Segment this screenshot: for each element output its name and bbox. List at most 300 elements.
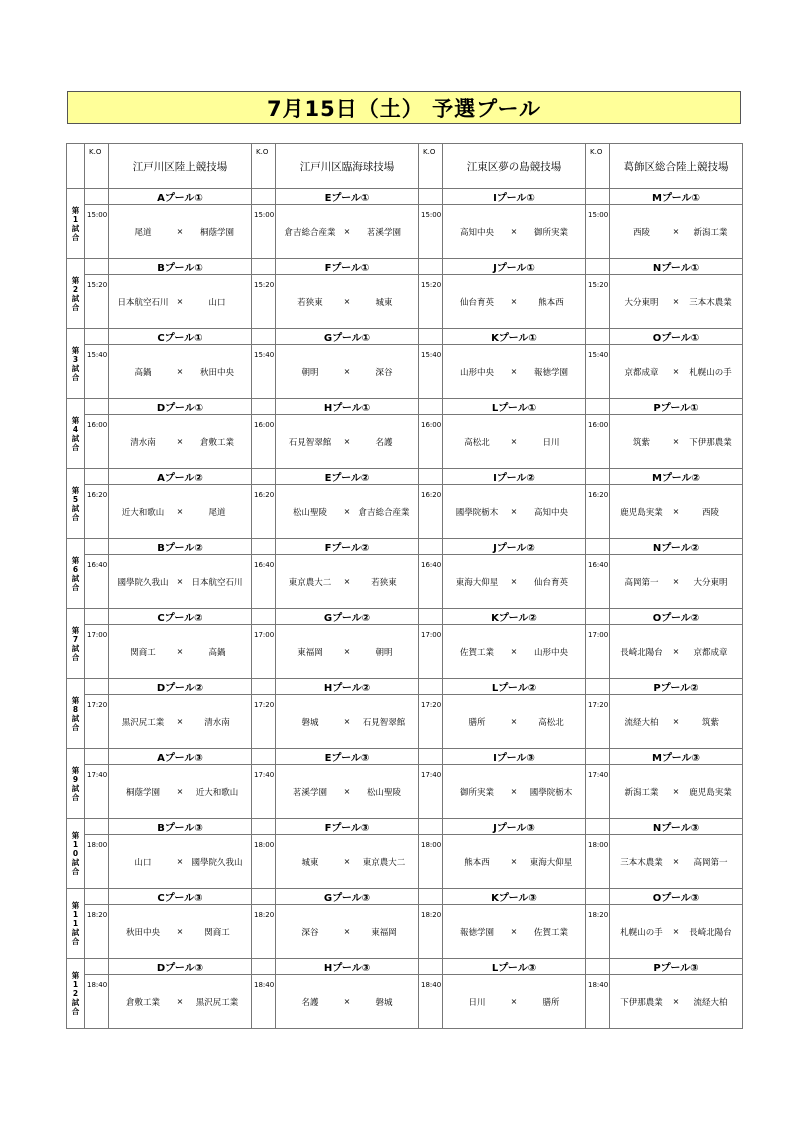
blank-cell [85, 399, 109, 415]
kickoff-time: 18:20 [85, 905, 109, 959]
team-a: 新潟工業 [624, 787, 659, 798]
blank-cell [419, 749, 443, 765]
kickoff-time: 17:20 [85, 695, 109, 749]
blank-cell [586, 469, 610, 485]
blank-cell [586, 819, 610, 835]
pool-name: Kプール① [443, 329, 586, 345]
pool-name: Lプール③ [443, 959, 586, 975]
team-b: 長崎北陽台 [689, 927, 732, 938]
vs-mark: × [510, 647, 518, 656]
team-a: 東福岡 [297, 647, 323, 658]
blank-cell [85, 679, 109, 695]
team-b: 山形中央 [533, 647, 568, 658]
pool-name: Nプール② [610, 539, 743, 555]
pool-name: Iプール① [443, 189, 586, 205]
match-row [67, 275, 743, 329]
blank-cell [85, 609, 109, 625]
matchup [610, 975, 743, 1029]
team-a: 膳所 [468, 717, 486, 728]
pool-name: Eプール② [276, 469, 419, 485]
matchup [109, 205, 252, 259]
vs-mark: × [176, 507, 184, 516]
game-label-char: 第 [71, 765, 80, 775]
game-label-char: 合 [71, 867, 80, 876]
team-a: 日本航空石川 [117, 297, 169, 308]
game-label-char: 2 [72, 989, 79, 998]
team-a: 磐城 [301, 717, 319, 728]
match-row [67, 345, 743, 399]
game-label-char: 第 [71, 275, 80, 285]
matchup [443, 765, 586, 819]
vs-mark: × [176, 997, 184, 1006]
team-b: 深谷 [375, 367, 393, 378]
game-label [67, 959, 85, 1029]
blank-cell [85, 819, 109, 835]
team-a: 松山聖陵 [292, 507, 327, 518]
team-a: 尾道 [134, 227, 152, 238]
game-label-char: 5 [72, 494, 79, 504]
team-b: 東福岡 [371, 927, 397, 938]
game-label-char: 合 [71, 372, 80, 382]
matchup [610, 275, 743, 329]
pool-row [67, 959, 743, 975]
vs-mark: × [510, 787, 518, 796]
vs-mark: × [510, 297, 518, 306]
vs-mark: × [343, 857, 351, 866]
blank-cell [85, 539, 109, 555]
blank-cell [252, 889, 276, 905]
game-label-char: 4 [72, 424, 79, 434]
vs-mark: × [343, 507, 351, 516]
blank-cell [586, 679, 610, 695]
kickoff-time: 16:00 [419, 415, 443, 469]
game-label-char: 8 [72, 704, 79, 714]
team-b: 流経大柏 [693, 997, 728, 1008]
team-a: 倉吉総合産業 [284, 227, 336, 238]
pool-row [67, 679, 743, 695]
team-a: 高岡第一 [624, 577, 659, 588]
blank-cell [419, 329, 443, 345]
game-label-char: 6 [72, 564, 79, 574]
matchup [443, 835, 586, 889]
matchup [610, 905, 743, 959]
team-b: 東京農大二 [362, 857, 406, 868]
kickoff-time: 15:20 [419, 275, 443, 329]
pool-row [67, 539, 743, 555]
match-row [67, 205, 743, 259]
game-label-char: 第 [71, 415, 80, 425]
blank-cell [419, 819, 443, 835]
matchup [109, 905, 252, 959]
team-a: 朝明 [301, 367, 319, 378]
ko-label: K.O [85, 144, 109, 189]
pool-name: Hプール① [276, 399, 419, 415]
blank-cell [252, 329, 276, 345]
match-row [67, 485, 743, 539]
vs-mark: × [343, 717, 351, 726]
kickoff-time: 16:40 [252, 555, 276, 609]
matchup [109, 555, 252, 609]
team-a: 倉敷工業 [125, 997, 160, 1008]
game-label-char: 1 [72, 840, 79, 849]
pool-row [67, 399, 743, 415]
blank-cell [586, 609, 610, 625]
team-a: 黒沢尻工業 [121, 717, 165, 728]
blank-cell [252, 609, 276, 625]
game-label-char: 7 [72, 634, 79, 644]
team-b: 倉敷工業 [199, 437, 234, 448]
kickoff-time: 18:40 [586, 975, 610, 1029]
team-b: 尾道 [208, 507, 226, 518]
vs-mark: × [672, 297, 680, 306]
team-a: 名護 [301, 997, 319, 1008]
blank-cell [252, 749, 276, 765]
vs-mark: × [510, 227, 518, 236]
kickoff-time: 16:20 [586, 485, 610, 539]
blank-cell [586, 329, 610, 345]
team-b: 石見智翠館 [362, 717, 406, 728]
matchup [610, 485, 743, 539]
blank-cell [586, 189, 610, 205]
blank-cell [252, 819, 276, 835]
matchup [443, 415, 586, 469]
vs-mark: × [510, 577, 518, 586]
kickoff-time: 16:40 [586, 555, 610, 609]
game-label-char: 合 [71, 1007, 80, 1016]
game-label-char: 合 [71, 232, 80, 242]
kickoff-time: 17:40 [85, 765, 109, 819]
vs-mark: × [176, 297, 184, 306]
team-a: 清水南 [130, 437, 156, 448]
vs-mark: × [672, 507, 680, 516]
pool-name: Kプール② [443, 609, 586, 625]
team-b: 磐城 [375, 997, 393, 1008]
vs-mark: × [672, 367, 680, 376]
kickoff-time: 17:00 [419, 625, 443, 679]
schedule-table [66, 143, 743, 1029]
match-row [67, 975, 743, 1029]
team-b: 佐賀工業 [533, 927, 568, 938]
team-a: 高知中央 [459, 227, 494, 238]
team-b: 若狭東 [371, 577, 397, 588]
ko-label: K.O [419, 144, 443, 189]
vs-mark: × [672, 577, 680, 586]
vs-mark: × [510, 437, 518, 446]
game-label-char: 試 [71, 223, 80, 233]
pool-name: Pプール③ [610, 959, 743, 975]
game-label-char: 合 [71, 442, 80, 452]
pool-name: Bプール③ [109, 819, 252, 835]
venue-name: 江東区夢の島競技場 [443, 144, 586, 189]
kickoff-time: 16:20 [252, 485, 276, 539]
pool-name: Jプール① [443, 259, 586, 275]
pool-name: Iプール③ [443, 749, 586, 765]
match-row [67, 415, 743, 469]
vs-mark: × [176, 577, 184, 586]
match-row [67, 835, 743, 889]
kickoff-time: 15:40 [252, 345, 276, 399]
pool-name: Lプール② [443, 679, 586, 695]
game-label [67, 469, 85, 539]
team-a: 國學院久我山 [117, 577, 169, 588]
pool-name: Bプール② [109, 539, 252, 555]
kickoff-time: 18:40 [252, 975, 276, 1029]
kickoff-time: 16:40 [85, 555, 109, 609]
game-label-char: 試 [71, 783, 80, 793]
matchup [109, 275, 252, 329]
kickoff-time: 18:00 [85, 835, 109, 889]
matchup [276, 345, 419, 399]
game-label-char: 試 [71, 503, 80, 513]
matchup [276, 415, 419, 469]
kickoff-time: 15:20 [85, 275, 109, 329]
blank-cell [252, 399, 276, 415]
team-a: 佐賀工業 [459, 647, 494, 658]
game-label-char: 1 [72, 910, 79, 919]
game-label-char: 合 [71, 512, 80, 522]
team-b: 関商工 [204, 927, 230, 938]
team-a: 東海大仰星 [455, 577, 499, 588]
kickoff-time: 15:00 [85, 205, 109, 259]
kickoff-time: 18:00 [586, 835, 610, 889]
game-label-char: 1 [72, 980, 79, 989]
vs-mark: × [343, 367, 351, 376]
vs-mark: × [672, 647, 680, 656]
kickoff-time: 17:20 [586, 695, 610, 749]
kickoff-time: 16:20 [85, 485, 109, 539]
matchup [276, 905, 419, 959]
kickoff-time: 16:40 [419, 555, 443, 609]
vs-mark: × [510, 927, 518, 936]
pool-name: Fプール② [276, 539, 419, 555]
team-b: 高知中央 [533, 507, 568, 518]
pool-name: Jプール③ [443, 819, 586, 835]
team-a: 高鍋 [134, 367, 152, 378]
team-b: 高松北 [538, 717, 564, 728]
game-label-char: 合 [71, 722, 80, 732]
game-label-char: 第 [71, 345, 80, 355]
vs-mark: × [343, 787, 351, 796]
vs-mark: × [343, 927, 351, 936]
matchup [443, 485, 586, 539]
team-a: 國學院栃木 [455, 507, 499, 518]
game-label-char: 第 [71, 205, 80, 215]
vs-mark: × [672, 717, 680, 726]
matchup [610, 695, 743, 749]
matchup [443, 695, 586, 749]
matchup [443, 905, 586, 959]
kickoff-time: 17:20 [419, 695, 443, 749]
pool-name: Fプール① [276, 259, 419, 275]
pool-name: Cプール② [109, 609, 252, 625]
pool-name: Aプール① [109, 189, 252, 205]
kickoff-time: 17:00 [252, 625, 276, 679]
team-b: 三本木農業 [689, 297, 732, 308]
kickoff-time: 18:20 [586, 905, 610, 959]
corner-cell [67, 144, 85, 189]
kickoff-time: 17:00 [85, 625, 109, 679]
team-a: 流経大柏 [624, 717, 659, 728]
team-b: 山口 [208, 297, 226, 308]
pool-name: Lプール① [443, 399, 586, 415]
kickoff-time: 16:00 [252, 415, 276, 469]
team-b: 下伊那農業 [689, 437, 732, 448]
blank-cell [85, 259, 109, 275]
pool-name: Nプール① [610, 259, 743, 275]
team-a: 三本木農業 [620, 857, 663, 868]
game-label [67, 259, 85, 329]
match-row [67, 695, 743, 749]
pool-name: Gプール① [276, 329, 419, 345]
team-b: 日川 [542, 437, 560, 448]
blank-cell [252, 259, 276, 275]
matchup [443, 205, 586, 259]
vs-mark: × [510, 717, 518, 726]
team-b: 黒沢尻工業 [195, 997, 239, 1008]
team-a: 御所実業 [459, 787, 494, 798]
team-a: 近大和歌山 [121, 507, 165, 518]
blank-cell [419, 889, 443, 905]
matchup [109, 765, 252, 819]
team-a: 関商工 [130, 647, 156, 658]
team-a: 熊本西 [464, 857, 490, 868]
pool-row [67, 469, 743, 485]
match-row [67, 765, 743, 819]
team-a: 京都成章 [624, 367, 659, 378]
matchup [610, 415, 743, 469]
pool-name: Dプール② [109, 679, 252, 695]
vs-mark: × [510, 367, 518, 376]
game-label-char: 2 [72, 284, 79, 294]
team-a: 東京農大二 [288, 577, 332, 588]
blank-cell [252, 679, 276, 695]
matchup [276, 485, 419, 539]
matchup [109, 485, 252, 539]
pool-row [67, 329, 743, 345]
ko-label: K.O [252, 144, 276, 189]
team-b: 朝明 [375, 647, 393, 658]
matchup [109, 975, 252, 1029]
team-a: 若狭東 [297, 297, 323, 308]
matchup [610, 625, 743, 679]
match-row [67, 905, 743, 959]
pool-row [67, 259, 743, 275]
pool-name: Hプール③ [276, 959, 419, 975]
vs-mark: × [176, 647, 184, 656]
team-b: 鹿児島実業 [689, 787, 732, 798]
team-b: 松山聖陵 [366, 787, 401, 798]
vs-mark: × [343, 297, 351, 306]
team-b: 茗溪学園 [366, 227, 401, 238]
kickoff-time: 15:00 [252, 205, 276, 259]
game-label [67, 399, 85, 469]
game-label-char: 試 [71, 858, 80, 867]
kickoff-time: 16:00 [586, 415, 610, 469]
kickoff-time: 18:00 [419, 835, 443, 889]
blank-cell [85, 189, 109, 205]
pool-name: Oプール① [610, 329, 743, 345]
team-a: 下伊那農業 [620, 997, 663, 1008]
blank-cell [85, 469, 109, 485]
team-a: 城東 [301, 857, 319, 868]
game-label-char: 合 [71, 652, 80, 662]
blank-cell [252, 959, 276, 975]
matchup [276, 205, 419, 259]
team-a: 石見智翠館 [288, 437, 332, 448]
team-a: 桐蔭学園 [125, 787, 160, 798]
game-label-char: 合 [71, 582, 80, 592]
page-title: 7月15日（土） 予選プール [67, 91, 741, 124]
team-b: 日本航空石川 [191, 577, 243, 588]
vs-mark: × [176, 227, 184, 236]
team-a: 山口 [134, 857, 152, 868]
team-b: 清水南 [204, 717, 230, 728]
blank-cell [419, 959, 443, 975]
matchup [109, 835, 252, 889]
game-label [67, 819, 85, 889]
vs-mark: × [176, 717, 184, 726]
matchup [610, 345, 743, 399]
game-label-char: 合 [71, 302, 80, 312]
vs-mark: × [176, 437, 184, 446]
team-b: 高鍋 [208, 647, 226, 658]
team-a: 札幌山の手 [620, 927, 663, 938]
pool-name: Mプール① [610, 189, 743, 205]
kickoff-time: 17:20 [252, 695, 276, 749]
pool-name: Mプール② [610, 469, 743, 485]
match-row [67, 625, 743, 679]
matchup [109, 625, 252, 679]
vs-mark: × [672, 787, 680, 796]
kickoff-time: 15:20 [252, 275, 276, 329]
game-label-char: 合 [71, 937, 80, 946]
game-label-char: 試 [71, 363, 80, 373]
matchup [610, 765, 743, 819]
kickoff-time: 18:20 [419, 905, 443, 959]
kickoff-time: 18:40 [419, 975, 443, 1029]
vs-mark: × [672, 857, 680, 866]
kickoff-time: 18:20 [252, 905, 276, 959]
pool-name: Eプール③ [276, 749, 419, 765]
game-label-char: 3 [72, 354, 79, 364]
team-b: 國學院久我山 [191, 857, 243, 868]
kickoff-time: 16:20 [419, 485, 443, 539]
team-a: 深谷 [301, 927, 319, 938]
team-a: 報徳学園 [459, 927, 494, 938]
kickoff-time: 17:40 [586, 765, 610, 819]
team-b: 御所実業 [533, 227, 568, 238]
team-b: 膳所 [542, 997, 560, 1008]
vs-mark: × [510, 507, 518, 516]
pool-name: Dプール① [109, 399, 252, 415]
vs-mark: × [343, 437, 351, 446]
matchup [276, 625, 419, 679]
pool-row [67, 749, 743, 765]
game-label-char: 第 [71, 971, 80, 980]
ko-label: K.O [586, 144, 610, 189]
game-label-char: 第 [71, 831, 80, 840]
matchup [109, 415, 252, 469]
kickoff-time: 17:40 [419, 765, 443, 819]
team-a: 秋田中央 [125, 927, 160, 938]
matchup [443, 625, 586, 679]
vs-mark: × [343, 577, 351, 586]
team-b: 大分東明 [693, 577, 728, 588]
matchup [276, 835, 419, 889]
blank-cell [85, 959, 109, 975]
pool-name: Mプール③ [610, 749, 743, 765]
vs-mark: × [176, 927, 184, 936]
